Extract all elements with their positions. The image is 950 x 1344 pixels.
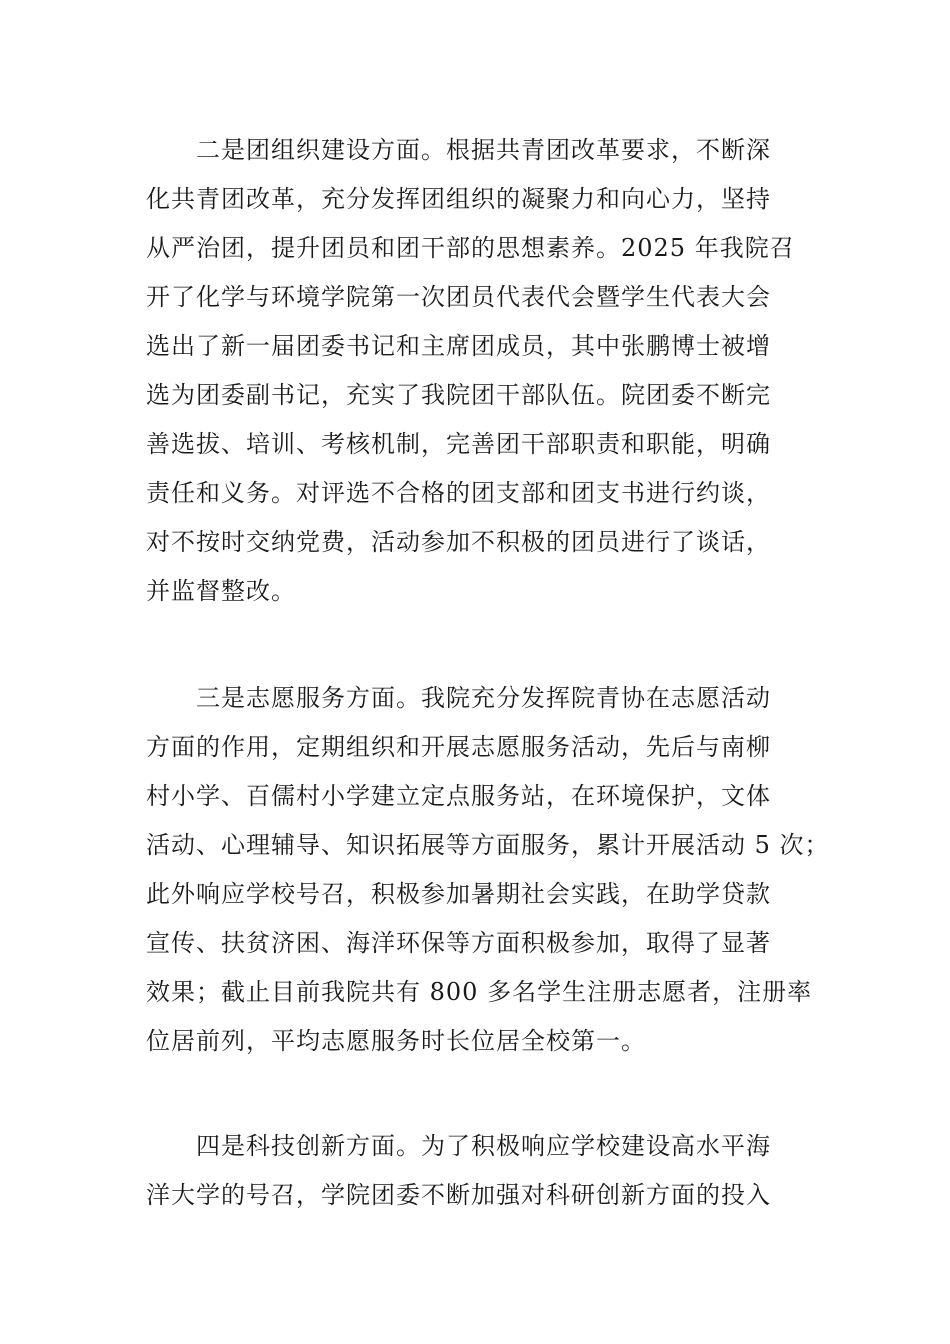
text-line: 对不按时交纳党费，活动参加不积极的团员进行了谈话， <box>146 528 771 556</box>
text-line: 四是科技创新方面。为了积极响应学校建设高水平海 <box>146 1132 771 1160</box>
text-line: 村小学、百儒村小学建立定点服务站，在环境保护，文体 <box>146 782 771 810</box>
text-line: 方面的作用，定期组织和开展志愿服务活动，先后与南柳 <box>146 733 771 761</box>
text-line: 洋大学的号召，学院团委不断加强对科研创新方面的投入 <box>146 1181 771 1209</box>
text-line: 二是团组织建设方面。根据共青团改革要求，不断深 <box>146 136 771 164</box>
text-line: 宣传、扶贫济困、海洋环保等方面积极参加，取得了显著 <box>146 929 771 957</box>
paragraph-volunteer-service <box>146 674 830 1066</box>
text-line: 此外响应学校号召，积极参加暑期社会实践，在助学贷款 <box>146 880 771 908</box>
text-line: 从严治团，提升团员和团干部的思想素养。2025 年我院召 <box>146 234 795 262</box>
paragraph-tech-innovation <box>146 1122 826 1220</box>
text-line: 选为团委副书记，充实了我院团干部队伍。院团委不断完 <box>146 381 771 409</box>
text-line: 化共青团改革，充分发挥团组织的凝聚力和向心力，坚持 <box>146 185 771 213</box>
text-line: 效果；截止目前我院共有 800 多名学生注册志愿者，注册率 <box>146 978 813 1006</box>
text-line: 善选拔、培训、考核机制，完善团干部职责和职能，明确 <box>146 430 771 458</box>
text-line: 选出了新一届团委书记和主席团成员，其中张鹏博士被增 <box>146 332 771 360</box>
paragraph-league-organization <box>146 126 826 616</box>
text-line: 开了化学与环境学院第一次团员代表代会暨学生代表大会 <box>146 283 771 311</box>
text-line: 并监督整改。 <box>146 577 296 605</box>
text-line: 活动、心理辅导、知识拓展等方面服务，累计开展活动 5 次； <box>146 831 830 859</box>
text-line: 位居前列，平均志愿服务时长位居全校第一。 <box>146 1027 646 1055</box>
text-line: 三是志愿服务方面。我院充分发挥院青协在志愿活动 <box>146 684 771 712</box>
text-line: 责任和义务。对评选不合格的团支部和团支书进行约谈， <box>146 479 771 507</box>
